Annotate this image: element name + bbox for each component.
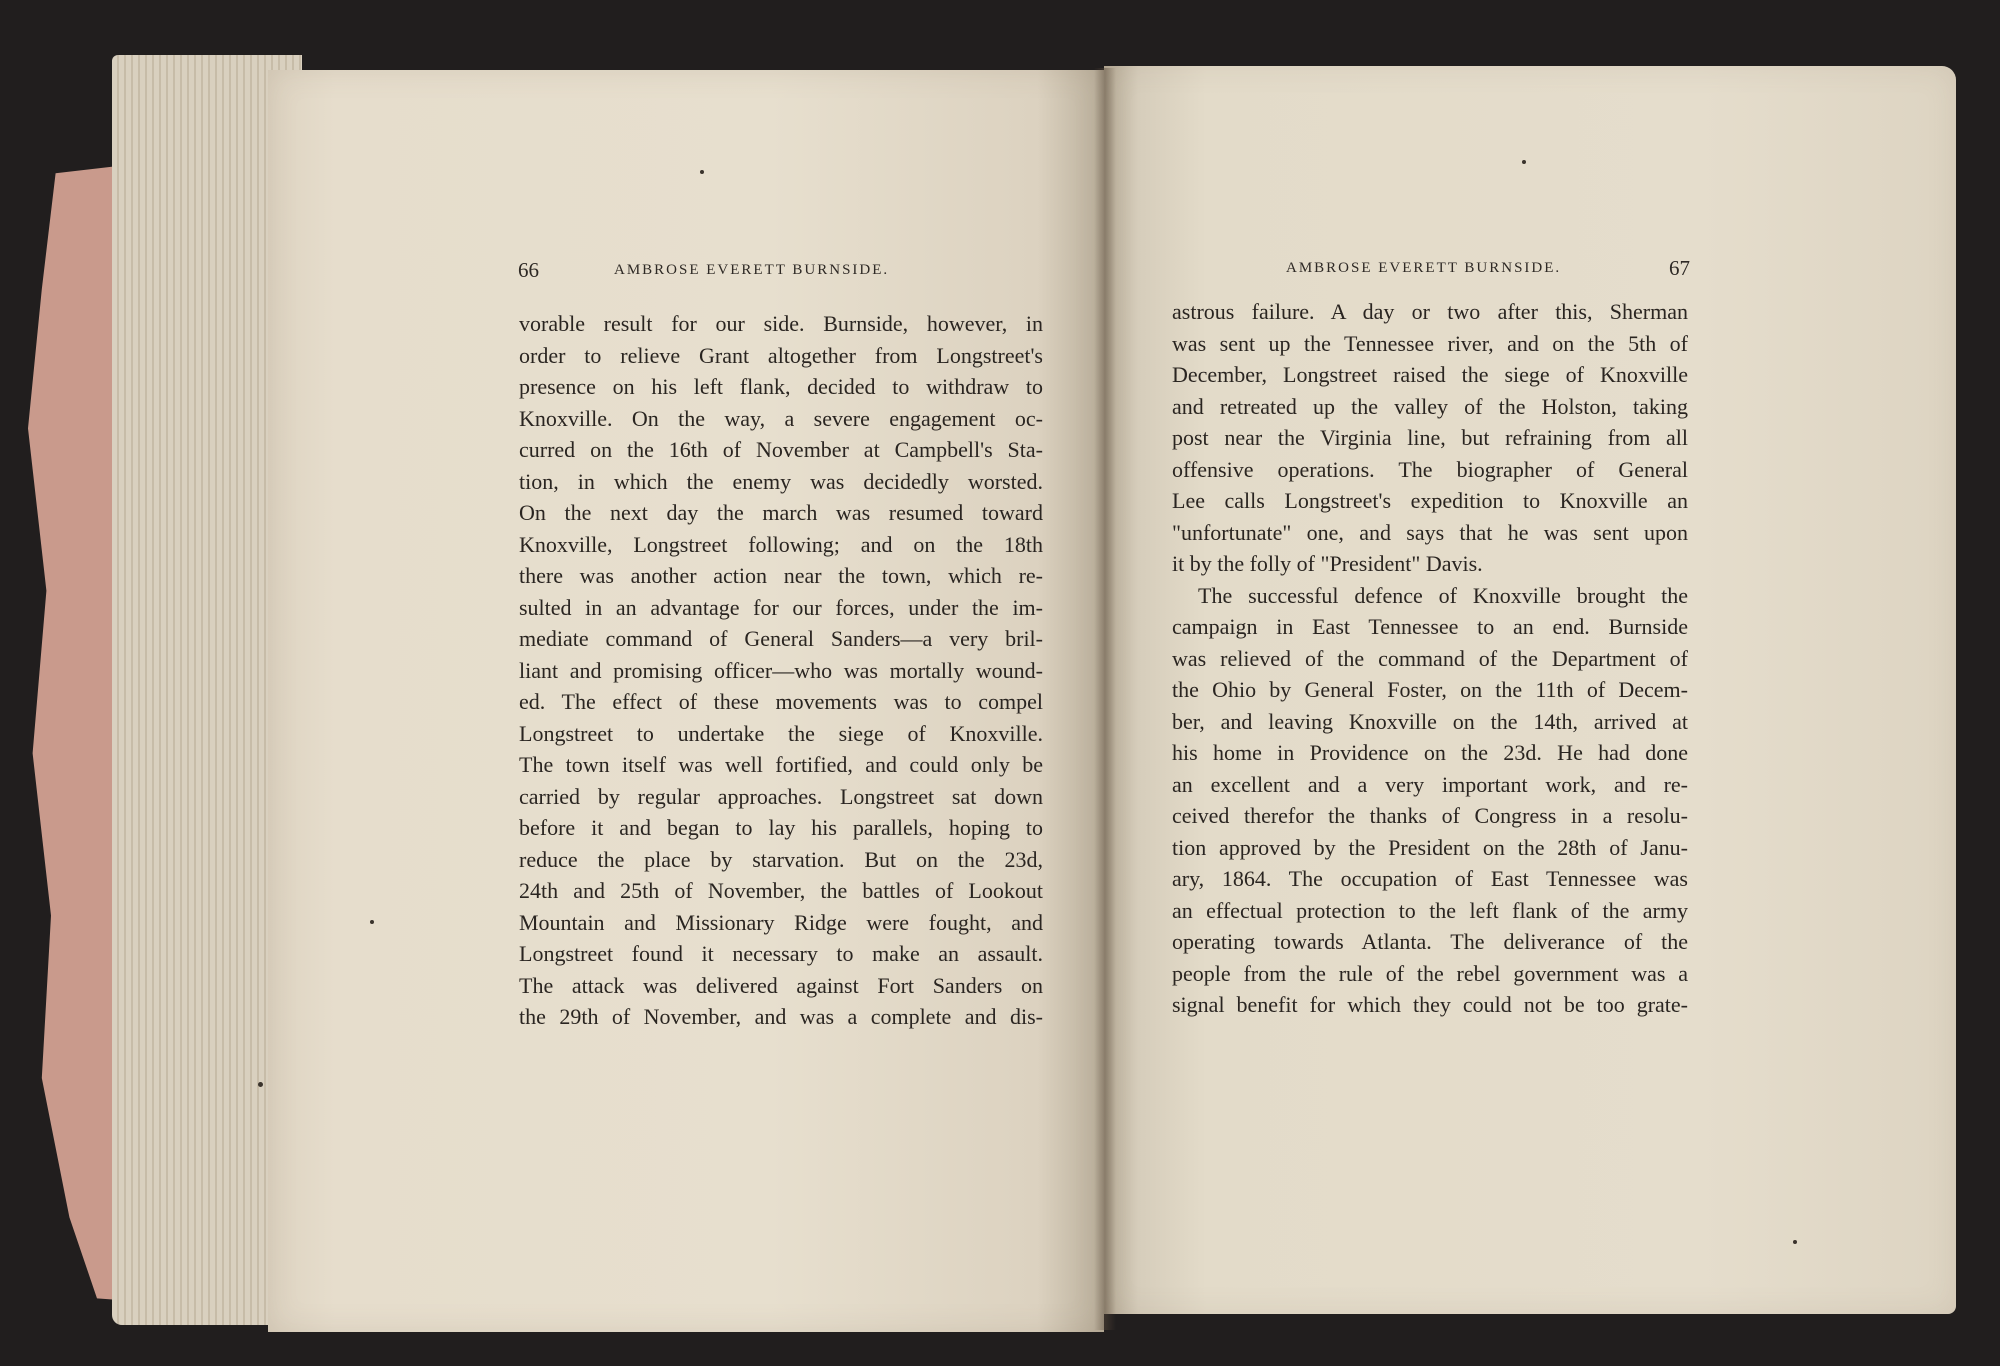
text-line: curred on the 16th of November at Campbell's Sta- [519,437,1043,462]
text-line: tion approved by the President on the 28th of Janu- [1172,834,1688,860]
text-line: 24th and 25th of November, the battles of Lookout [519,878,1043,903]
text-line: sulted in an advantage for our forces, under the im- [519,594,1043,620]
text-line: tion, in which the enemy was decidedly worsted. [519,468,1043,494]
text-line: The town itself was well fortified, and could only be [519,752,1043,777]
left-page-header [518,258,1048,288]
text-line: ceived therefor the thanks of Congress in a resolu- [1172,803,1688,828]
text-line: Longstreet found it necessary to make an assault. [519,941,1043,966]
right-running-title: AMBROSE EVERETT BURNSIDE. [1286,260,1562,276]
text-line: ber, and leaving Knoxville on the 14th, arrived at [1172,708,1688,734]
left-page-text [519,308,1043,1033]
left-running-title: AMBROSE EVERETT BURNSIDE. [614,262,890,278]
text-line: an effectual protection to the left flank of the army [1172,897,1688,923]
text-line: liant and promising officer—who was mortally wound- [519,657,1043,683]
text-line: "unfortunate" one, and says that he was sent upon [1172,519,1688,545]
text-line: Lee calls Longstreet's expedition to Knoxville an [1172,488,1688,513]
text-line: before it and began to lay his parallels, hoping to [519,815,1043,840]
text-line: people from the rule of the rebel government was a [1172,960,1688,986]
text-line: The attack was delivered against Fort Sanders on [519,972,1043,998]
text-line: Knoxville. On the way, a severe engagement oc- [519,405,1043,431]
right-page-number: 67 [1669,256,1690,280]
paper-speck [258,1082,263,1087]
text-line: his home in Providence on the 23d. He had done [1172,740,1688,765]
right-page-header [1286,256,1690,286]
paper-speck [700,170,704,174]
text-line: Knoxville, Longstreet following; and on the 18th [519,531,1043,557]
text-line: campaign in East Tennessee to an end. Burnside [1172,614,1688,639]
text-line: an excellent and a very important work, and re- [1172,771,1688,797]
paper-speck [1522,160,1526,164]
text-line: December, Longstreet raised the siege of Knoxville [1172,362,1688,387]
paper-speck [1793,1240,1797,1244]
text-line: operating towards Atlanta. The deliverance of the [1172,929,1688,954]
right-page-text [1172,296,1688,1021]
text-line: astrous failure. A day or two after this, Sherman [1172,299,1688,324]
text-line: the 29th of November, and was a complete and dis- [519,1004,1043,1029]
text-line: was sent up the Tennessee river, and on the 5th of [1172,330,1688,356]
text-line: Mountain and Missionary Ridge were fought, and [519,909,1043,935]
text-line: On the next day the march was resumed toward [519,500,1043,525]
text-line: there was another action near the town, which re- [519,563,1043,588]
book-gutter [1094,68,1116,1330]
text-line: ary, 1864. The occupation of East Tennessee was [1172,866,1688,891]
text-line: it by the folly of "President" Davis. [1172,551,1483,576]
text-line: post near the Virginia line, but refraining from all [1172,425,1688,450]
left-page-number: 66 [518,258,539,282]
text-line: and retreated up the valley of the Holston, taking [1172,393,1688,419]
text-line: signal benefit for which they could not be too grate- [1172,992,1688,1017]
text-line: was relieved of the command of the Department of [1172,645,1688,671]
text-line: mediate command of General Sanders—a very bril- [519,626,1043,651]
text-line: vorable result for our side. Burnside, however, in [519,311,1043,336]
text-line: offensive operations. The biographer of General [1172,456,1688,482]
text-line: the Ohio by General Foster, on the 11th of Decem- [1172,677,1688,702]
text-line: ed. The effect of these movements was to compel [519,689,1043,714]
text-line: order to relieve Grant altogether from Longstreet's [519,342,1043,368]
text-line: reduce the place by starvation. But on the 23d, [519,846,1043,872]
text-line: carried by regular approaches. Longstreet sat down [519,783,1043,809]
paper-speck [370,920,374,924]
text-line: The successful defence of Knoxville brought the [1198,582,1688,608]
text-line: presence on his left flank, decided to withdraw to [519,374,1043,399]
text-line: Longstreet to undertake the siege of Knoxville. [519,720,1043,746]
